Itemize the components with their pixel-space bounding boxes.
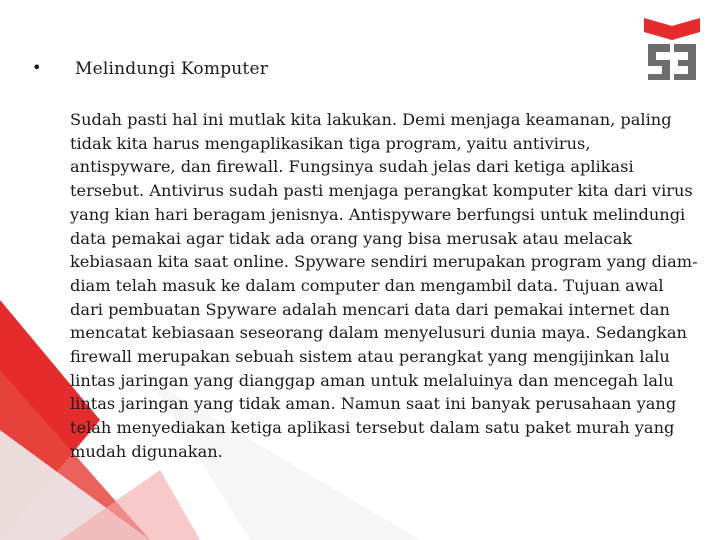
- book-logo-icon: [640, 14, 704, 84]
- bullet-point: •: [32, 58, 42, 77]
- slide-heading: Melindungi Komputer: [75, 59, 269, 79]
- body-paragraph: Sudah pasti hal ini mutlak kita lakukan. Demi menjaga keamanan, paling tidak kita harus mengaplikasikan tiga program, yaitu antivirus, antispyware, dan firewall. Fungsinya sudah jelas dari ketiga aplikasi tersebut. Antivirus sudah pasti menjaga perangkat komputer kita dari virus yang kian hari beragam jenisnya. Antispyware berfungsi untuk melindungi data pemakai agar tidak ada orang yang bisa merusak atau melacak kebiasaan kita saat online. Spyware sendiri merupakan program yang diam-diam telah masuk ke dalam computer dan mengambil data. Tujuan awal dari pembuatan Spyware adalah mencari data dari pemakai internet dan mencatat kebiasaan seseorang dalam menyelusuri dunia maya. Sedangkan firewall merupakan sebuah sistem atau perangkat yang mengijinkan lalu lintas jaringan yang dianggap aman untuk melaluinya dan mencegah lalu lintas jaringan yang tidak aman. Namun saat ini banyak perusahaan yang telah menyediakan ketiga aplikasi tersebut dalam satu paket murah yang mudah digunakan.: [70, 110, 698, 461]
